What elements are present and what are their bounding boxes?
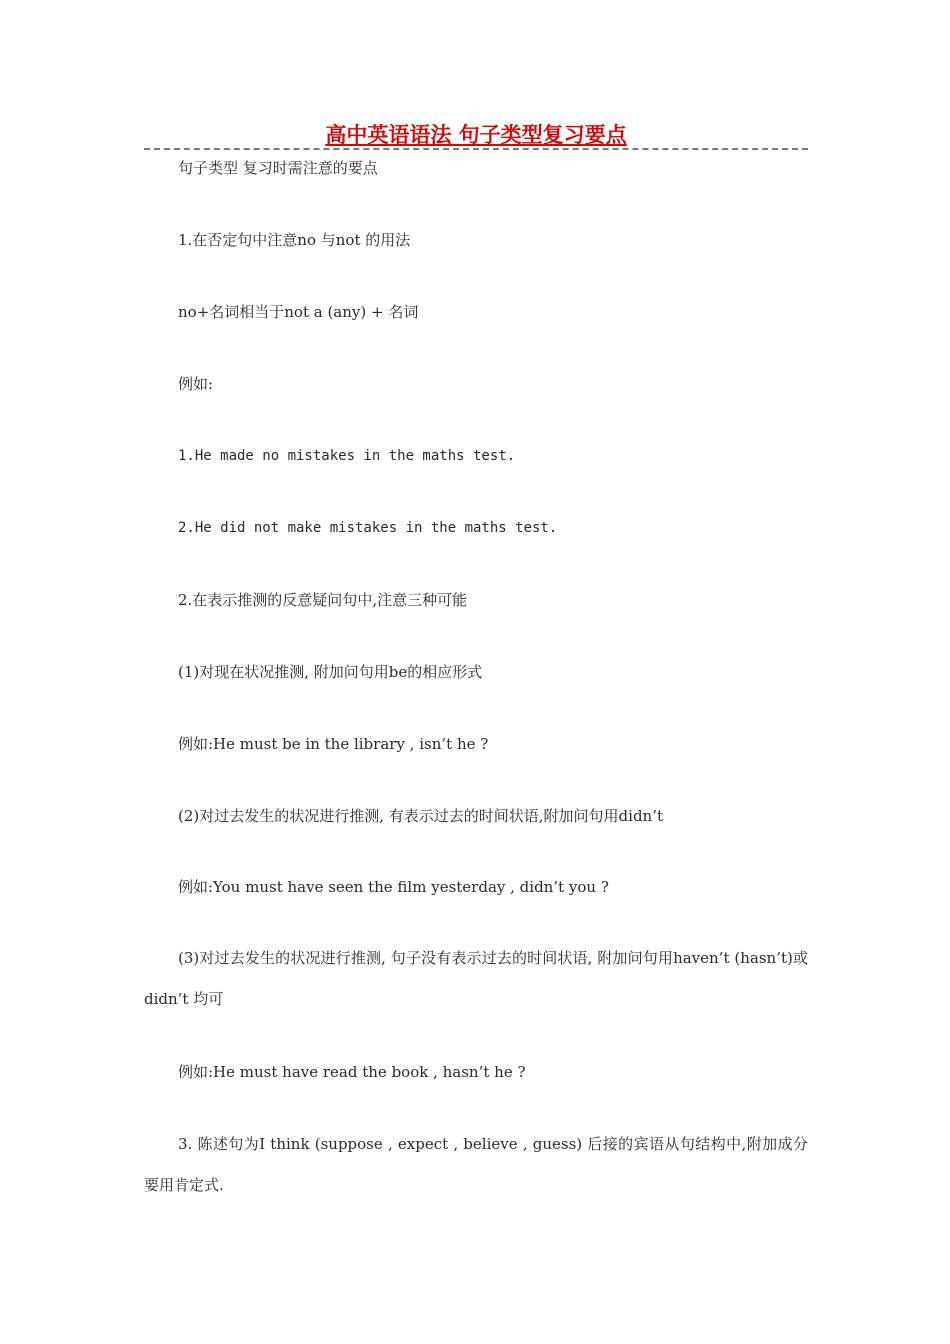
section-2-heading: 2.在表示推测的反意疑问句中,注意三种可能: [178, 591, 468, 609]
case-3-paragraph: (3)对过去发生的状况进行推测, 句子没有表示过去的时间状语, 附加问句用haven’t (hasn’t)或didn’t 均可: [144, 949, 808, 1008]
example-sentence-2: 2.He did not make mistakes in the maths test.: [178, 520, 558, 536]
section-1-heading: 1.在否定句中注意no 与not 的用法: [178, 231, 411, 249]
section-3-paragraph: 3. 陈述句为I think (suppose , expect , believe , guess) 后接的宾语从句结构中,附加成分要用肯定式.: [144, 1135, 808, 1194]
intro-line: 句子类型 复习时需注意的要点: [178, 159, 378, 177]
example-sentence-1: 1.He made no mistakes in the maths test.: [178, 448, 516, 464]
example-label: 例如:: [178, 375, 214, 393]
rule-line: no+名词相当于not a (any) + 名词: [178, 303, 419, 321]
case-3-example: 例如:He must have read the book , hasn’t he ?: [178, 1063, 526, 1081]
title-row: [144, 120, 808, 152]
case-2-text: (2)对过去发生的状况进行推测, 有表示过去的时间状语,附加问句用didn’t: [178, 807, 664, 825]
document-title: 高中英语语法 句子类型复习要点: [325, 123, 627, 147]
case-2-example: 例如:You must have seen the film yesterday , didn’t you ?: [178, 878, 609, 896]
case-1-example: 例如:He must be in the library , isn’t he ?: [178, 735, 489, 753]
case-1-text: (1)对现在状况推测, 附加问句用be的相应形式: [178, 663, 483, 681]
